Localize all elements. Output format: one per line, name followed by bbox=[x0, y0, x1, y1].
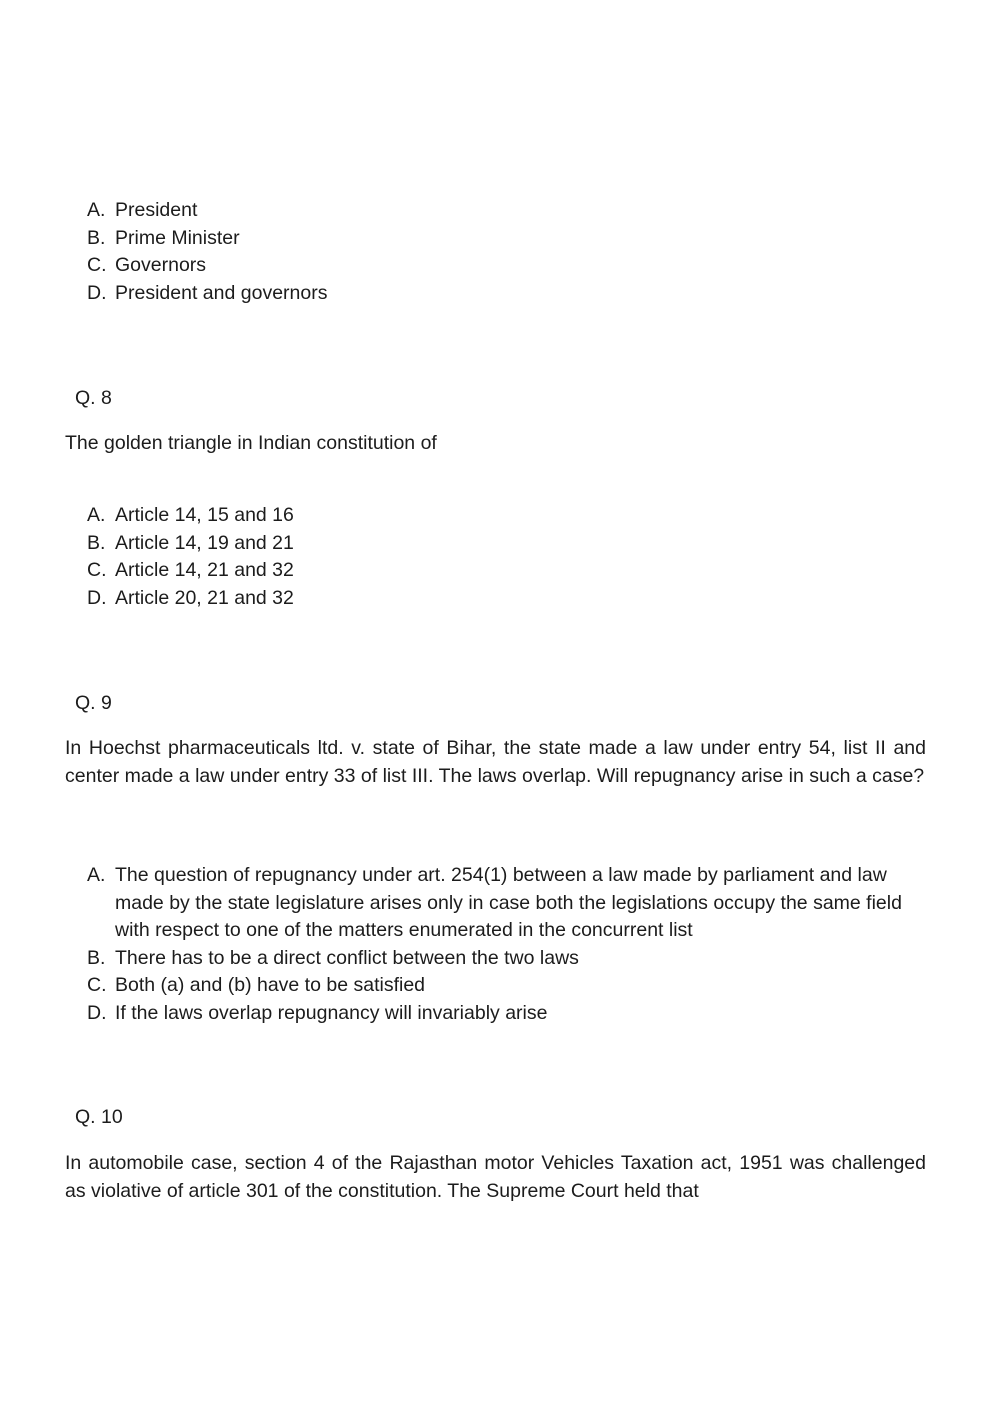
option-text: Article 20, 21 and 32 bbox=[115, 586, 294, 609]
option-letter: B. bbox=[87, 946, 106, 969]
question-text: The golden triangle in Indian constitution of bbox=[65, 432, 437, 454]
option-c bbox=[87, 557, 927, 585]
option-text: The question of repugnancy under art. 254(1) between a law made by parliament and law made by the state legislature arises only in case both the legislations occupy the same field with respect to one of the matters enumerated in the concurrent list bbox=[115, 864, 902, 942]
option-letter: A. bbox=[87, 504, 106, 526]
prev-question-options bbox=[87, 197, 927, 307]
option-letter: C. bbox=[87, 254, 107, 277]
q8-options bbox=[87, 502, 927, 612]
question-text: In automobile case, section 4 of the Rajasthan motor Vehicles Taxation act, 1951 was challenged as violative of article 301 of the constitution. The Supreme Court held that bbox=[65, 1152, 926, 1202]
option-text: Article 14, 19 and 21 bbox=[115, 531, 294, 554]
question-text: In Hoechst pharmaceuticals ltd. v. state of Bihar, the state made a law under entry 54, list II and center made a law under entry 33 of list III. The laws overlap. Will repugnancy arise in such a case? bbox=[65, 737, 926, 787]
option-b bbox=[87, 945, 927, 973]
option-letter: D. bbox=[87, 586, 107, 609]
option-b bbox=[87, 225, 927, 253]
option-letter: B. bbox=[87, 531, 106, 554]
option-letter: C. bbox=[87, 974, 107, 997]
option-a bbox=[87, 502, 927, 530]
option-c bbox=[87, 252, 927, 280]
option-letter: A. bbox=[87, 199, 106, 221]
option-d bbox=[87, 280, 927, 308]
option-text: Governors bbox=[115, 254, 207, 277]
option-letter: C. bbox=[87, 559, 107, 582]
question-number: Q. 8 bbox=[75, 387, 112, 409]
option-a bbox=[87, 197, 927, 225]
question-number: Q. 9 bbox=[75, 692, 112, 714]
question-number: Q. 10 bbox=[75, 1106, 123, 1128]
option-text: Article 14, 15 and 16 bbox=[115, 504, 294, 526]
option-text: If the laws overlap repugnancy will invariably arise bbox=[115, 1001, 548, 1024]
option-text: Both (a) and (b) have to be satisfied bbox=[115, 974, 426, 997]
option-letter: D. bbox=[87, 1001, 107, 1024]
option-d bbox=[87, 1000, 927, 1028]
option-text: Prime Minister bbox=[115, 226, 240, 249]
option-c bbox=[87, 972, 927, 1000]
q9-options bbox=[87, 862, 927, 1028]
option-text: There has to be a direct conflict between the two laws bbox=[115, 946, 579, 969]
option-letter: B. bbox=[87, 226, 106, 249]
option-text: Article 14, 21 and 32 bbox=[115, 559, 294, 582]
option-letter: D. bbox=[87, 281, 107, 304]
option-a bbox=[87, 862, 927, 945]
option-d bbox=[87, 585, 927, 613]
option-text: President bbox=[115, 199, 198, 221]
option-text: President and governors bbox=[115, 281, 328, 304]
option-b bbox=[87, 530, 927, 558]
option-letter: A. bbox=[87, 864, 106, 886]
